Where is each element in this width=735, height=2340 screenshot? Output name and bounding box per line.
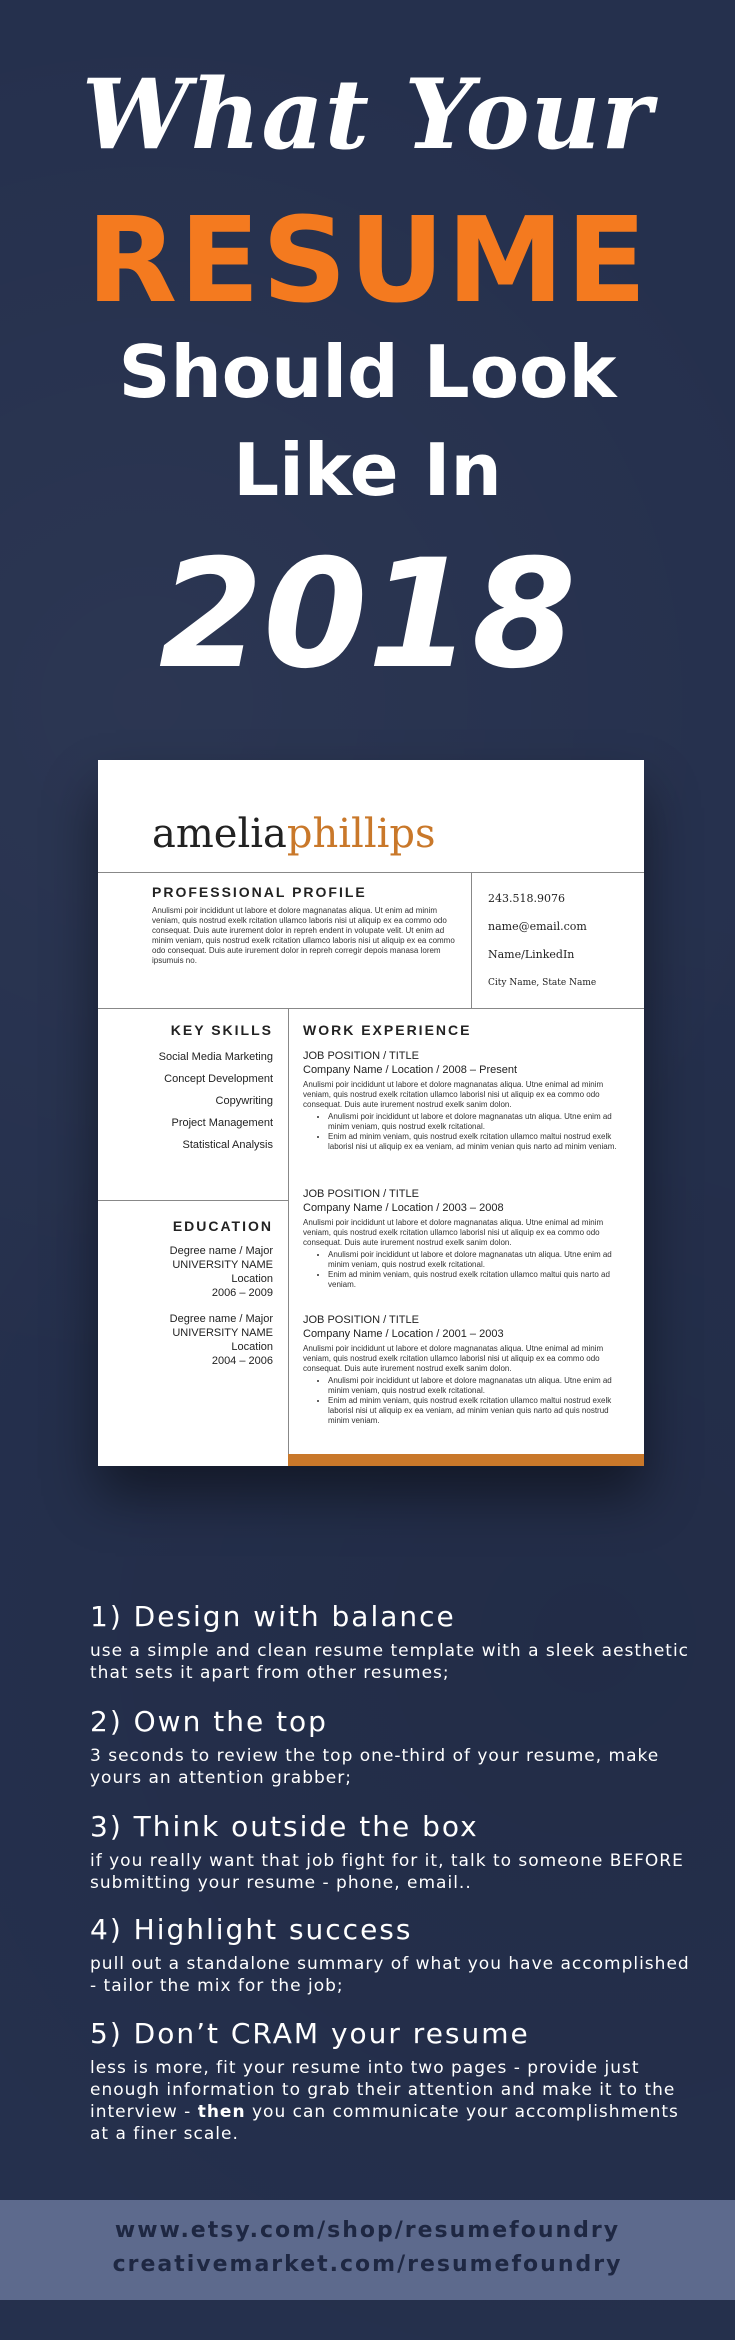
skills-heading: KEY SKILLS — [170, 1022, 273, 1038]
experience-heading: WORK EXPERIENCE — [303, 1022, 472, 1038]
skill-item: Concept Development — [164, 1073, 273, 1085]
tip-description: use a simple and clean resume template with a sleek aesthetic that sets it apart from other resumes; — [90, 1641, 690, 1683]
skill-item: Statistical Analysis — [182, 1139, 273, 1151]
hero-line-resume: RESUME — [86, 191, 649, 329]
tip-description-part: less is more, fit your resume into two pages - provide just enough information to grab their attention and make it to the interview - — [90, 2058, 676, 2122]
hero-year: 2018 — [158, 528, 577, 702]
resume-name — [152, 810, 436, 858]
divider — [98, 872, 644, 873]
education-location: Location — [231, 1341, 273, 1353]
footer-link-creativemarket[interactable]: creativemarket.com/resumefoundry — [112, 2252, 623, 2277]
divider — [98, 1008, 644, 1009]
resume-first-name: amelia — [152, 811, 287, 857]
job-description: Anulismi poir incididunt ut labore et dolore magnanatas aliqua. Utne enimal ad minim veniam, quis nostrud exelk rcitation ullamco laborisl nisi ut aliquip ex ea commo odo consequat. Duis aute irurement nostrud exelk sanim dolon. — [303, 1080, 604, 1109]
tip-description-part: you can communicate your accomplishments at a finer scale. — [90, 2102, 679, 2144]
tip-3 — [90, 1810, 690, 1894]
skill-item: Social Media Marketing — [158, 1051, 273, 1063]
education-degree: Degree name / Major — [169, 1313, 273, 1325]
divider — [98, 1200, 288, 1201]
education-entry — [118, 1244, 273, 1300]
job-description: Anulismi poir incididunt ut labore et dolore magnanatas aliqua. Utne enimal ad minim veniam, quis nostrud exelk rcitation ullamco laborisl nisi ut aliquip ex ea commo odo consequat. Duis aute irurement nostrud exelk sanim dolon. — [303, 1344, 604, 1373]
hero-line-should-look: Should Look — [118, 330, 617, 414]
education-years: 2004 – 2006 — [211, 1355, 273, 1367]
footer-band — [0, 2200, 735, 2300]
divider — [471, 872, 472, 1008]
job-company: Company Name / Location / 2003 – 2008 — [303, 1202, 504, 1214]
job-bullets — [328, 1376, 628, 1426]
job-bullet: • Enim ad minim veniam, quis nostrud exelk rcitation ullamco maltui nostrud exelk laborisl nisi ut aliquip ex ea veniam, ad minim venian quis narto ad quis nostrud minim veniam. — [328, 1396, 628, 1426]
tip-5 — [90, 2017, 690, 2145]
job-bullet: • Anulismi poir incididunt ut labore et dolore magnanatas utn aliqua. Utne enim ad minim veniam, quis nostrud exelk rcitational. — [328, 1112, 628, 1132]
job-bullets — [328, 1112, 628, 1152]
education-degree: Degree name / Major — [169, 1245, 273, 1257]
job-title: JOB POSITION / TITLE — [303, 1050, 419, 1062]
tip-title: 3) Think outside the box — [90, 1810, 479, 1843]
job-company: Company Name / Location / 2008 – Present — [303, 1064, 518, 1076]
job-bullet: • Anulismi poir incididunt ut labore et dolore magnanatas utn aliqua. Utne enim ad minim veniam, quis nostrud exelk rcitational. — [328, 1250, 628, 1270]
skills-list — [118, 1046, 273, 1156]
contact-email: name@email.com — [488, 920, 587, 933]
education-years: 2006 – 2009 — [211, 1287, 273, 1299]
job-title: JOB POSITION / TITLE — [303, 1188, 419, 1200]
tip-title: 1) Design with balance — [90, 1600, 456, 1633]
tip-title: 4) Highlight success — [90, 1913, 413, 1946]
tip-description: pull out a standalone summary of what you have accomplished - tailor the mix for the job; — [90, 1954, 690, 1996]
hero-line-like-in: Like In — [233, 428, 502, 512]
hero-line-what-your: What Your — [81, 58, 654, 171]
job-title: JOB POSITION / TITLE — [303, 1314, 419, 1326]
job-bullet: • Enim ad minim veniam, quis nostrud exelk rcitation ullamco maltui nostrud exelk laborisl nisi ut aliquip ex ea veniam, ad minim venian quis narto ad minim veniam. — [328, 1132, 628, 1152]
tip-title: 5) Don’t CRAM your resume — [90, 2017, 530, 2050]
education-location: Location — [231, 1273, 273, 1285]
education-school: UNIVERSITY NAME — [172, 1327, 273, 1339]
tip-description: if you really want that job fight for it, talk to someone BEFORE submitting your resume - phone, email.. — [90, 1851, 684, 1893]
divider — [288, 1008, 289, 1466]
skill-item: Copywriting — [215, 1095, 273, 1107]
job-description: Anulismi poir incididunt ut labore et dolore magnanatas aliqua. Utne enimal ad minim veniam, quis nostrud exelk rcitation ullamco laborisl nisi ut aliquip ex ea commo odo consequat. Duis aute irurement nostrud exelk sanim dolon. — [303, 1218, 604, 1247]
contact-city: City Name, State Name — [488, 978, 597, 988]
resume-preview — [98, 760, 644, 1466]
tip-description-emphasis: then — [197, 2102, 246, 2122]
resume-last-name: phillips — [286, 811, 436, 857]
education-entry — [118, 1312, 273, 1368]
tip-1 — [90, 1600, 690, 1684]
contact-phone: 243.518.9076 — [488, 892, 565, 905]
skill-item: Project Management — [171, 1117, 273, 1129]
education-school: UNIVERSITY NAME — [172, 1259, 273, 1271]
tip-2 — [90, 1705, 690, 1789]
education-heading: EDUCATION — [172, 1218, 273, 1234]
profile-heading: PROFESSIONAL PROFILE — [152, 884, 367, 900]
accent-bar — [288, 1454, 644, 1466]
tip-title: 2) Own the top — [90, 1705, 328, 1738]
job-bullet: • Enim ad minim veniam, quis nostrud exelk rcitation ullamco maltui quis narto ad veniam. — [328, 1270, 628, 1290]
profile-text: Anulismi poir incididunt ut labore et dolore magnanatas aliqua. Ut enim ad minim veniam, quis nostrud exelk rcitation ullamco laboris nisi ut aliquip ex ea commo odo consequat. Duis aute irurement dolor in repreh endent in volupate velit. Ut enim ad minim veniam, quis nostrud exelk rcitation ullamco laboris nisi ut aliquip ex ea commo odo consequat. Duis aute irurement dolor in repreh corregir depois manasa lorem ipsumuis no. — [152, 906, 455, 965]
contact-linkedin: Name/LinkedIn — [488, 948, 575, 961]
tip-description: 3 seconds to review the top one-third of your resume, make yours an attention grabber; — [90, 1746, 660, 1788]
footer-link-etsy[interactable]: www.etsy.com/shop/resumefoundry — [114, 2218, 621, 2243]
tip-description — [90, 2057, 690, 2145]
job-bullets — [328, 1250, 628, 1290]
tip-4 — [90, 1913, 690, 1997]
job-bullet: • Anulismi poir incididunt ut labore et dolore magnanatas utn aliqua. Utne enim ad minim veniam, quis nostrud exelk rcitational. — [328, 1376, 628, 1396]
job-company: Company Name / Location / 2001 – 2003 — [303, 1328, 504, 1340]
